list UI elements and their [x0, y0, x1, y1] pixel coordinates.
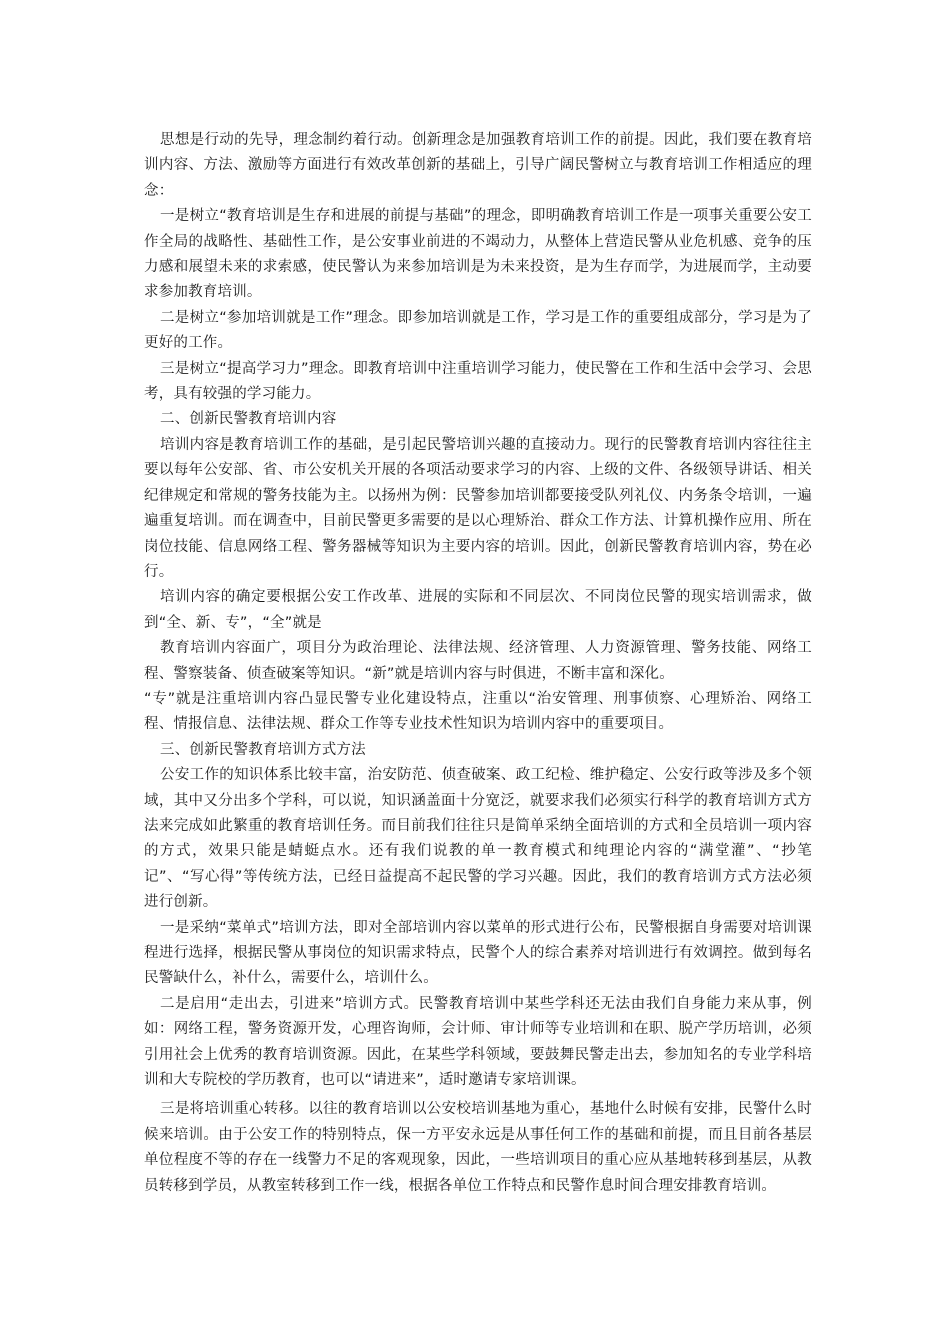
section-heading-2: 二、创新民警教育培训内容 [160, 411, 337, 428]
paragraph-method-4: 三是将培训重心转移。以往的教育培训以公安校培训基地为重心，基地什么时候有安排，民警什么时候来培训。由于公安工作的特别特点，保一方平安永远是从事任何工作的基础和前提，而且目前各基层单位程度不等的存在一线警力不足的客观现象，因此，一些培训项目的重心应从基地转移到基层，从教员转移到学员，从教室转移到工作一线，根据各单位工作特点和民警作息时间合理安排教育培训。 [144, 1101, 812, 1194]
paragraph-concept-1: 一是树立“教育培训是生存和进展的前提与基础”的理念，即明确教育培训工作是一项事关重要公安工作全局的战略性、基础性工作，是公安事业前进的不竭动力，从整体上营造民警从业危机感、竞争的压力感和展望未来的求索感，使民警认为来参加培训是为未来投资，是为生存而学，为进展而学，主动要求参加教育培训。 [144, 208, 812, 301]
document-body [144, 128, 812, 1199]
paragraph-concept-3: 三是树立“提高学习力”理念。即教育培训中注重培训学习能力，使民警在工作和生活中会学习、会思考，具有较强的学习能力。 [144, 360, 812, 403]
paragraph-method-1: 公安工作的知识体系比较丰富，治安防范、侦查破案、政工纪检、维护稳定、公安行政等涉及多个领域，其中又分出多个学科，可以说，知识涵盖面十分宽泛，就要求我们必须实行科学的教育培训方式方法来完成如此繁重的教育培训任务。而目前我们往往只是简单采纳全面培训的方式和全员培训一项内容的方式，效果只能是蜻蜓点水。还有我们说教的单一教育模式和纯理论内容的“满堂灌”、“抄笔记”、“写心得”等传统方法，已经日益提高不起民警的学习兴趣。因此，我们的教育培训方式方法必须进行创新。 [144, 767, 812, 911]
section-heading-3: 三、创新民警教育培训方式方法 [160, 741, 366, 758]
paragraph-concept-2: 二是树立“参加培训就是工作”理念。即参加培训就是工作，学习是工作的重要组成部分，学习是为了更好的工作。 [144, 309, 812, 352]
paragraph-method-2: 一是采纳“菜单式”培训方法，即对全部培训内容以菜单的形式进行公布，民警根据自身需要对培训课程进行选择，根据民警从事岗位的知识需求特点，民警个人的综合素养对培训进行有效调控。做到每名民警缺什么，补什么，需要什么，培训什么。 [144, 919, 812, 987]
paragraph-content-1: 培训内容是教育培训工作的基础，是引起民警培训兴趣的直接动力。现行的民警教育培训内容往往主要以每年公安部、省、市公安机关开展的各项活动要求学习的内容、上级的文件、各级领导讲话、相关纪律规定和常规的警务技能为主。以扬州为例：民警参加培训都要接受队列礼仪、内务条令培训，一遍遍重复培训。而在调查中，目前民警更多需要的是以心理矫治、群众工作方法、计算机操作应用、所在岗位技能、信息网络工程、警务器械等知识为主要内容的培训。因此，创新民警教育培训内容，势在必行。 [144, 436, 812, 580]
paragraph-method-3: 二是启用“走出去，引进来”培训方式。民警教育培训中某些学科还无法由我们自身能力来从事，例如：网络工程，警务资源开发，心理咨询师，会计师、审计师等专业培训和在职、脱产学历培训，必须引用社会上优秀的教育培训资源。因此，在某些学科领域，要鼓舞民警走出去，参加知名的专业学科培训和大专院校的学历教育，也可以“请进来”，适时邀请专家培训课。 [144, 995, 812, 1089]
paragraph-content-3: 教育培训内容面广，项目分为政治理论、法律法规、经济管理、人力资源管理、警务技能、网络工程、警察装备、侦查破案等知识。“新”就是培训内容与时俱进，不断丰富和深化。 [144, 640, 812, 682]
paragraph-content-2: 培训内容的确定要根据公安工作改革、进展的实际和不同层次、不同岗位民警的现实培训需求，做到“全、新、专”，“全”就是 [144, 589, 812, 631]
paragraph-intro: 思想是行动的先导，理念制约着行动。创新理念是加强教育培训工作的前提。因此，我们要在教育培训内容、方法、激励等方面进行有效改革创新的基础上，引导广阔民警树立与教育培训工作相适应的理念： [144, 132, 812, 199]
paragraph-content-4: “专”就是注重培训内容凸显民警专业化建设特点，注重以“治安管理、刑事侦察、心理矫治、网络工程、情报信息、法律法规、群众工作等专业技术性知识为培训内容中的重要项目。 [144, 690, 812, 733]
